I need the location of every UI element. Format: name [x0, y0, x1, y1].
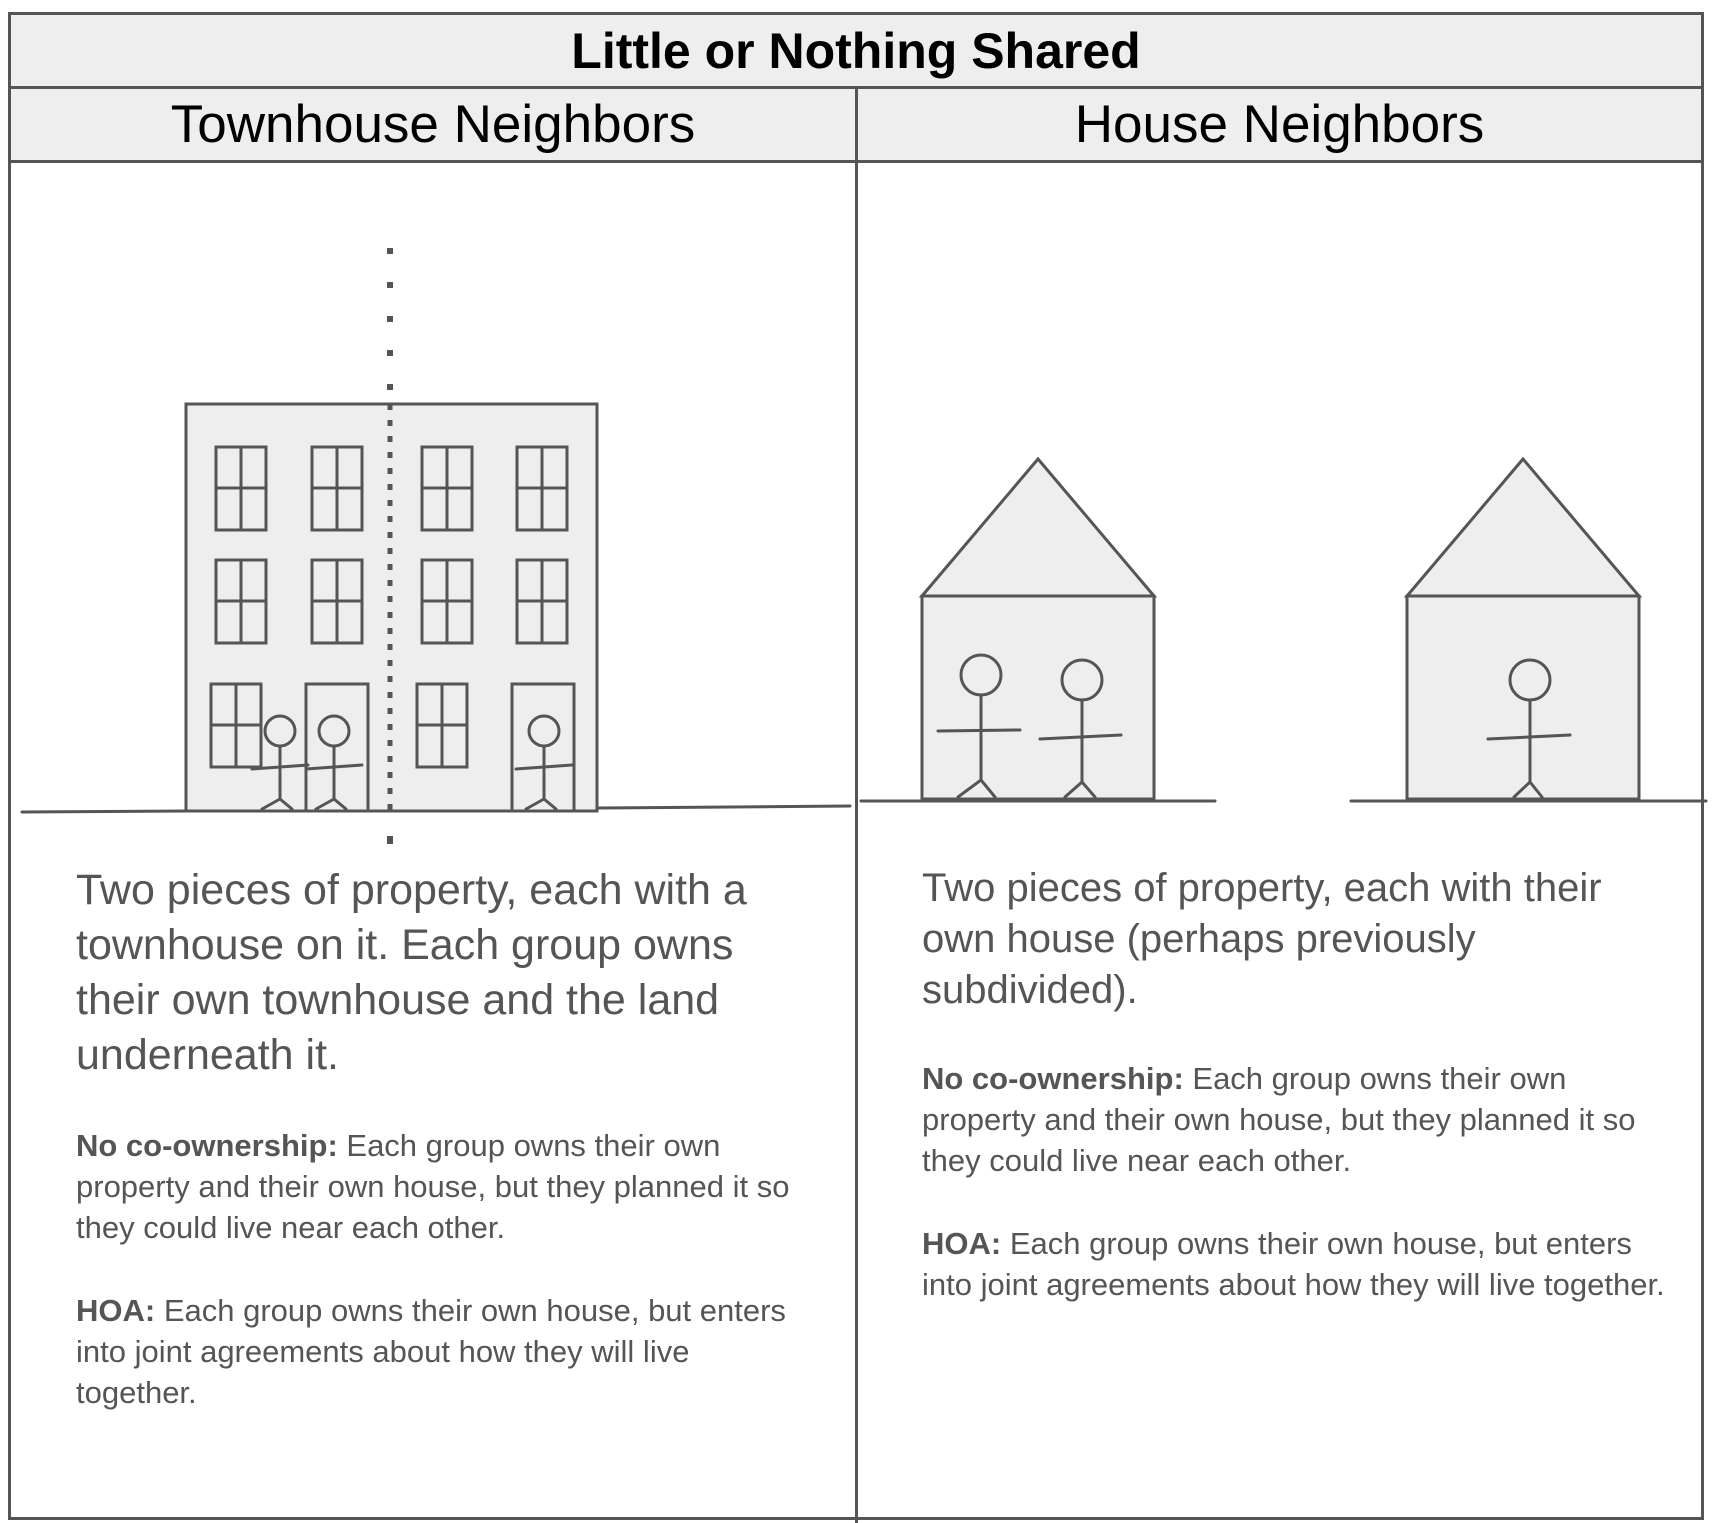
townhouse-summary: Two pieces of property, each with a townhouse on it. Each group owns their own townhouse and the land underneath it.	[76, 866, 747, 1079]
house-option-no-coownership	[922, 1058, 1667, 1181]
house-right	[1407, 459, 1639, 799]
option-label: HOA:	[922, 1226, 1002, 1261]
diagram-title: Little or Nothing Shared	[571, 22, 1141, 79]
townhouse-building	[186, 404, 597, 811]
townhouse-option-hoa	[76, 1290, 816, 1413]
townhouse-description	[76, 863, 816, 1413]
house-description	[922, 863, 1667, 1305]
townhouse-option-no-coownership	[76, 1125, 816, 1248]
option-text: Each group owns their own house, but enters into joint agreements about how they will live together.	[76, 1293, 786, 1410]
option-text: Each group owns their own house, but enters into joint agreements about how they will live together.	[922, 1226, 1665, 1302]
option-label: HOA:	[76, 1293, 156, 1328]
option-text: Each group owns their own property and their own house, but they planned it so they could live near each other.	[76, 1128, 790, 1245]
option-text: Each group owns their own property and their own house, but they planned it so they could live near each other.	[922, 1061, 1636, 1178]
option-label: No co-ownership:	[76, 1128, 338, 1163]
option-label: No co-ownership:	[922, 1061, 1184, 1096]
house-option-hoa	[922, 1223, 1667, 1305]
house-summary: Two pieces of property, each with their own house (perhaps previously subdivided).	[922, 866, 1602, 1012]
townhouse-heading-text: Townhouse Neighbors	[170, 95, 696, 154]
house-left	[922, 459, 1154, 799]
house-heading-text: House Neighbors	[1074, 95, 1485, 154]
